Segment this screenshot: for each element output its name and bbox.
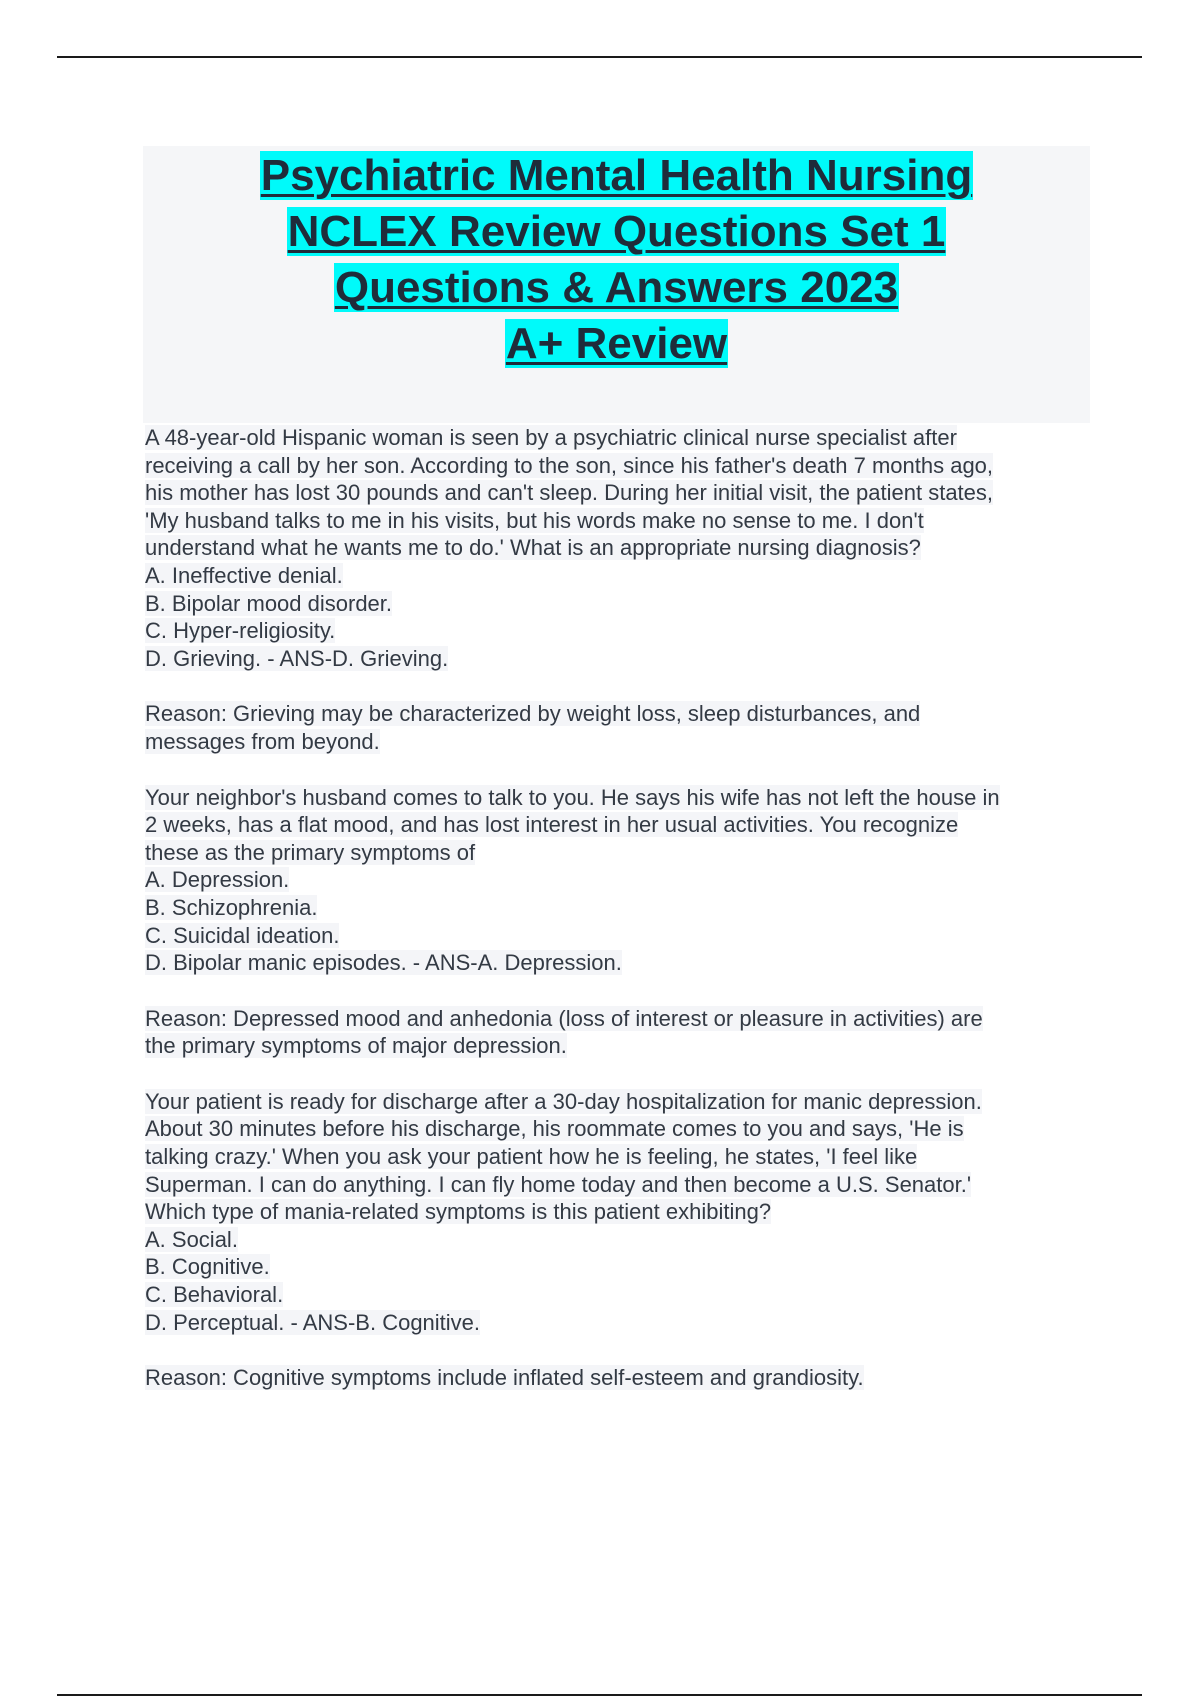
paragraph-gap xyxy=(145,977,1095,1005)
question-text-line: About 30 minutes before his discharge, his roommate comes to you and says, 'He is xyxy=(145,1116,964,1142)
question-text-line: Superman. I can do anything. I can fly home today and then become a U.S. Senator.' xyxy=(145,1171,972,1197)
question-text-line: these as the primary symptoms of xyxy=(145,839,476,865)
bottom-rule xyxy=(57,1694,1142,1696)
paragraph-gap xyxy=(145,1336,1095,1364)
top-rule xyxy=(57,56,1142,58)
reason-3 xyxy=(145,1364,1095,1392)
paragraph-gap xyxy=(145,672,1095,700)
question-text-line: A 48-year-old Hispanic woman is seen by a psychiatric clinical nurse specialist after xyxy=(145,425,957,450)
answer-option: A. Depression. xyxy=(145,867,290,893)
answer-option: C. Suicidal ideation. xyxy=(145,922,340,948)
title-line-text: NCLEX Review Questions Set 1 xyxy=(287,207,946,256)
answer-option: A. Social. xyxy=(145,1226,238,1252)
answer-option: A. Ineffective denial. xyxy=(145,562,343,588)
reason-text-line: Reason: Cognitive symptoms include inflated self-esteem and grandiosity. xyxy=(145,1365,864,1391)
title-line-text: Psychiatric Mental Health Nursing xyxy=(260,151,973,200)
answer-option-with-answer: D. Bipolar manic episodes. - ANS-A. Depression. xyxy=(145,950,622,976)
question-text-line: Your patient is ready for discharge after a 30-day hospitalization for manic depression. xyxy=(145,1088,982,1114)
answer-option-with-answer: D. Grieving. - ANS-D. Grieving. xyxy=(145,645,449,671)
question-text-line: Which type of mania-related symptoms is this patient exhibiting? xyxy=(145,1199,772,1225)
document-title-block xyxy=(143,146,1090,423)
reason-text-line: Reason: Grieving may be characterized by weight loss, sleep disturbances, and xyxy=(145,701,921,727)
title-line xyxy=(143,204,1090,260)
title-line xyxy=(143,148,1090,204)
question-text-line: understand what he wants me to do.' What is an appropriate nursing diagnosis? xyxy=(145,535,921,561)
question-3 xyxy=(145,1088,1095,1336)
paragraph-gap xyxy=(145,1060,1095,1088)
title-line xyxy=(143,260,1090,316)
answer-option: B. Bipolar mood disorder. xyxy=(145,590,393,616)
document-content xyxy=(145,424,1095,1392)
title-line-text: Questions & Answers 2023 xyxy=(334,263,899,312)
answer-option: B. Cognitive. xyxy=(145,1254,270,1280)
answer-option-with-answer: D. Perceptual. - ANS-B. Cognitive. xyxy=(145,1309,481,1335)
title-line-text: A+ Review xyxy=(505,319,728,368)
question-text-line: 'My husband talks to me in his visits, but his words make no sense to me. I don't xyxy=(145,507,924,533)
reason-text-line: the primary symptoms of major depression. xyxy=(145,1033,567,1059)
title-line xyxy=(143,316,1090,372)
question-text-line: his mother has lost 30 pounds and can't sleep. During her initial visit, the patient states, xyxy=(145,480,994,506)
answer-option: C. Hyper-religiosity. xyxy=(145,618,336,644)
question-text-line: talking crazy.' When you ask your patient how he is feeling, he states, 'I feel like xyxy=(145,1144,918,1170)
question-text-line: receiving a call by her son. According to the son, since his father's death 7 months ago, xyxy=(145,452,994,478)
question-2 xyxy=(145,784,1095,977)
question-text-line: Your neighbor's husband comes to talk to you. He says his wife has not left the house in xyxy=(145,784,1000,810)
reason-text-line: Reason: Depressed mood and anhedonia (loss of interest or pleasure in activities) are xyxy=(145,1005,983,1031)
reason-1 xyxy=(145,700,1095,755)
answer-option: B. Schizophrenia. xyxy=(145,894,318,920)
answer-option: C. Behavioral. xyxy=(145,1282,284,1308)
reason-text-line: messages from beyond. xyxy=(145,728,380,754)
question-text-line: 2 weeks, has a flat mood, and has lost interest in her usual activities. You recognize xyxy=(145,812,959,838)
paragraph-gap xyxy=(145,756,1095,784)
reason-2 xyxy=(145,1005,1095,1060)
question-1 xyxy=(145,424,1095,672)
